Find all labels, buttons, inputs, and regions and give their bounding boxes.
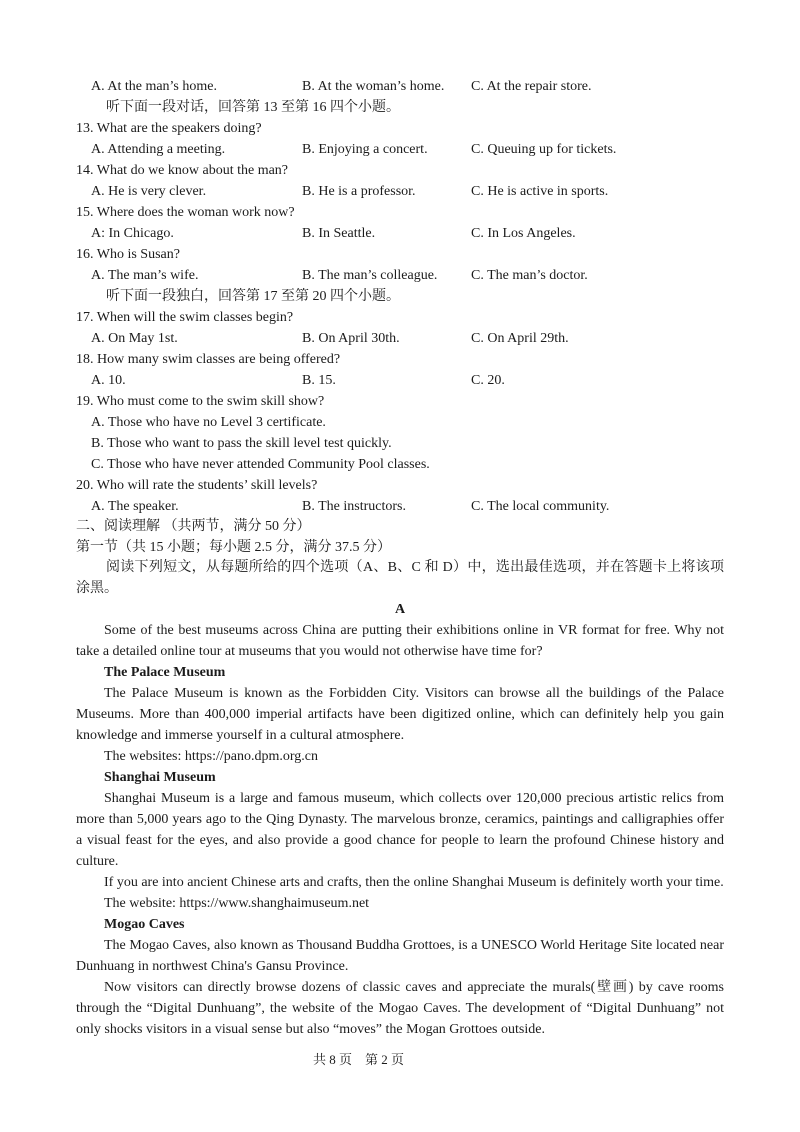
option-c: C. On April 29th. [471,331,569,346]
question-20-stem: 20. Who will rate the students’ skill levels? [76,478,318,493]
option-a: A. Attending a meeting. [91,142,226,157]
palace-museum-website: The websites: https://pano.dpm.org.cn [104,749,318,765]
option-b: B. At the woman’s home. [302,79,445,94]
option-a: A. The speaker. [91,499,179,514]
question-18-stem: 18. How many swim classes are being offered? [76,352,341,367]
question-13-stem: 13. What are the speakers doing? [76,121,262,136]
palace-museum-paragraph: The Palace Museum is known as the Forbidden City. Visitors can browse all the buildings of the Palace Museums. More than 400,000 imperial artifacts have been digitized online, which can definitely help you gain knowledge and immerse yourself in a cultural atmosphere. [76,686,724,744]
option-b: B. On April 30th. [302,331,400,346]
option-a: A. On May 1st. [91,331,178,346]
question-16-options [76,265,724,286]
option-c: C. Those who have never attended Community Pool classes. [91,457,430,472]
option-c: C. Queuing up for tickets. [471,142,617,157]
question-16-stem: 16. Who is Susan? [76,247,180,262]
question-19-stem: 19. Who must come to the swim skill show? [76,394,325,409]
option-b: B. Those who want to pass the skill level test quickly. [91,436,392,451]
reading-section-heading: 二、阅读理解 （共两节，满分 50 分） [76,519,311,534]
option-c: C. At the repair store. [471,79,592,94]
shanghai-museum-website: The website: https://www.shanghaimuseum.net [104,896,370,912]
question-13-options [76,139,724,160]
option-b: B. He is a professor. [302,184,416,199]
option-a: A. At the man’s home. [91,79,217,94]
option-b: B. 15. [302,373,336,388]
option-c: C. In Los Angeles. [471,226,576,241]
question-20-options [76,496,724,517]
option-a: A. He is very clever. [91,184,207,199]
question-15-options [76,223,724,244]
shanghai-museum-paragraph: Shanghai Museum is a large and famous museum, which collects over 120,000 precious artistic relics from more than 5,000 years ago to the Qing Dynasty. The marvelous bronze, ceramics, paintings and calligraphies offer a visual feast for the eyes, and also provide a good chance for people to learn the profound Chinese history and culture. [76,791,724,870]
option-b: B. Enjoying a concert. [302,142,428,157]
question-18-options [76,370,724,391]
page-footer: 共 8 页 第 2 页 [313,1052,405,1067]
reading-instruction: 阅读下列短文，从每题所给的四个选项（A、B、C 和 D）中，选出最佳选项，并在答题卡上将该项涂黑。 [76,560,724,596]
option-a: A. The man’s wife. [91,268,199,283]
reading-part-one-heading: 第一节（共 15 小题；每小题 2.5 分，满分 37.5 分） [76,539,391,555]
option-c: C. The man’s doctor. [471,268,588,283]
exam-page-content [76,76,724,1040]
option-a: A. Those who have no Level 3 certificate. [91,415,326,430]
passage-label: A [394,602,406,618]
shanghai-museum-paragraph-2: If you are into ancient Chinese arts and crafts, then the online Shanghai Museum is definitely worth your time. [104,875,724,891]
option-a: A. 10. [91,373,126,388]
question-17-stem: 17. When will the swim classes begin? [76,310,294,325]
option-c: C. He is active in sports. [471,184,609,199]
section-title-shanghai-museum: Shanghai Museum [104,770,216,786]
section-title-mogao-caves: Mogao Caves [104,917,185,933]
question-12-options [76,76,724,97]
mogao-caves-paragraph-2: Now visitors can directly browse dozens of classic caves and appreciate the murals(壁画) by cave rooms through the “Digital Dunhuang”, the website of the Mogao Caves. The development of “Digital Dunhuang” not only shocks visitors in a visual sense but also “moves” the Mogan Grottoes outside. [76,980,724,1038]
mogao-caves-paragraph: The Mogao Caves, also known as Thousand Buddha Grottoes, is a UNESCO World Heritage Site located near Dunhuang in northwest China's Gansu Province. [76,938,724,975]
option-c: C. The local community. [471,499,610,514]
option-b: B. The instructors. [302,499,406,514]
option-b: B. In Seattle. [302,226,376,241]
question-14-stem: 14. What do we know about the man? [76,163,289,178]
question-14-options [76,181,724,202]
question-15-stem: 15. Where does the woman work now? [76,205,295,220]
passage-intro: Some of the best museums across China are putting their exhibitions online in VR format for free. Why not take a detailed online tour at museums that you would not otherwise have time for? [76,623,724,660]
option-a: A: In Chicago. [91,226,174,241]
option-b: B. The man’s colleague. [302,268,438,283]
question-17-options [76,328,724,349]
listening-instruction-13-16: 听下面一段对话，回答第 13 至第 16 四个小题。 [106,100,400,115]
section-title-palace-museum: The Palace Museum [104,665,226,681]
listening-instruction-17-20: 听下面一段独白，回答第 17 至第 20 四个小题。 [106,289,400,304]
option-c: C. 20. [471,373,505,388]
